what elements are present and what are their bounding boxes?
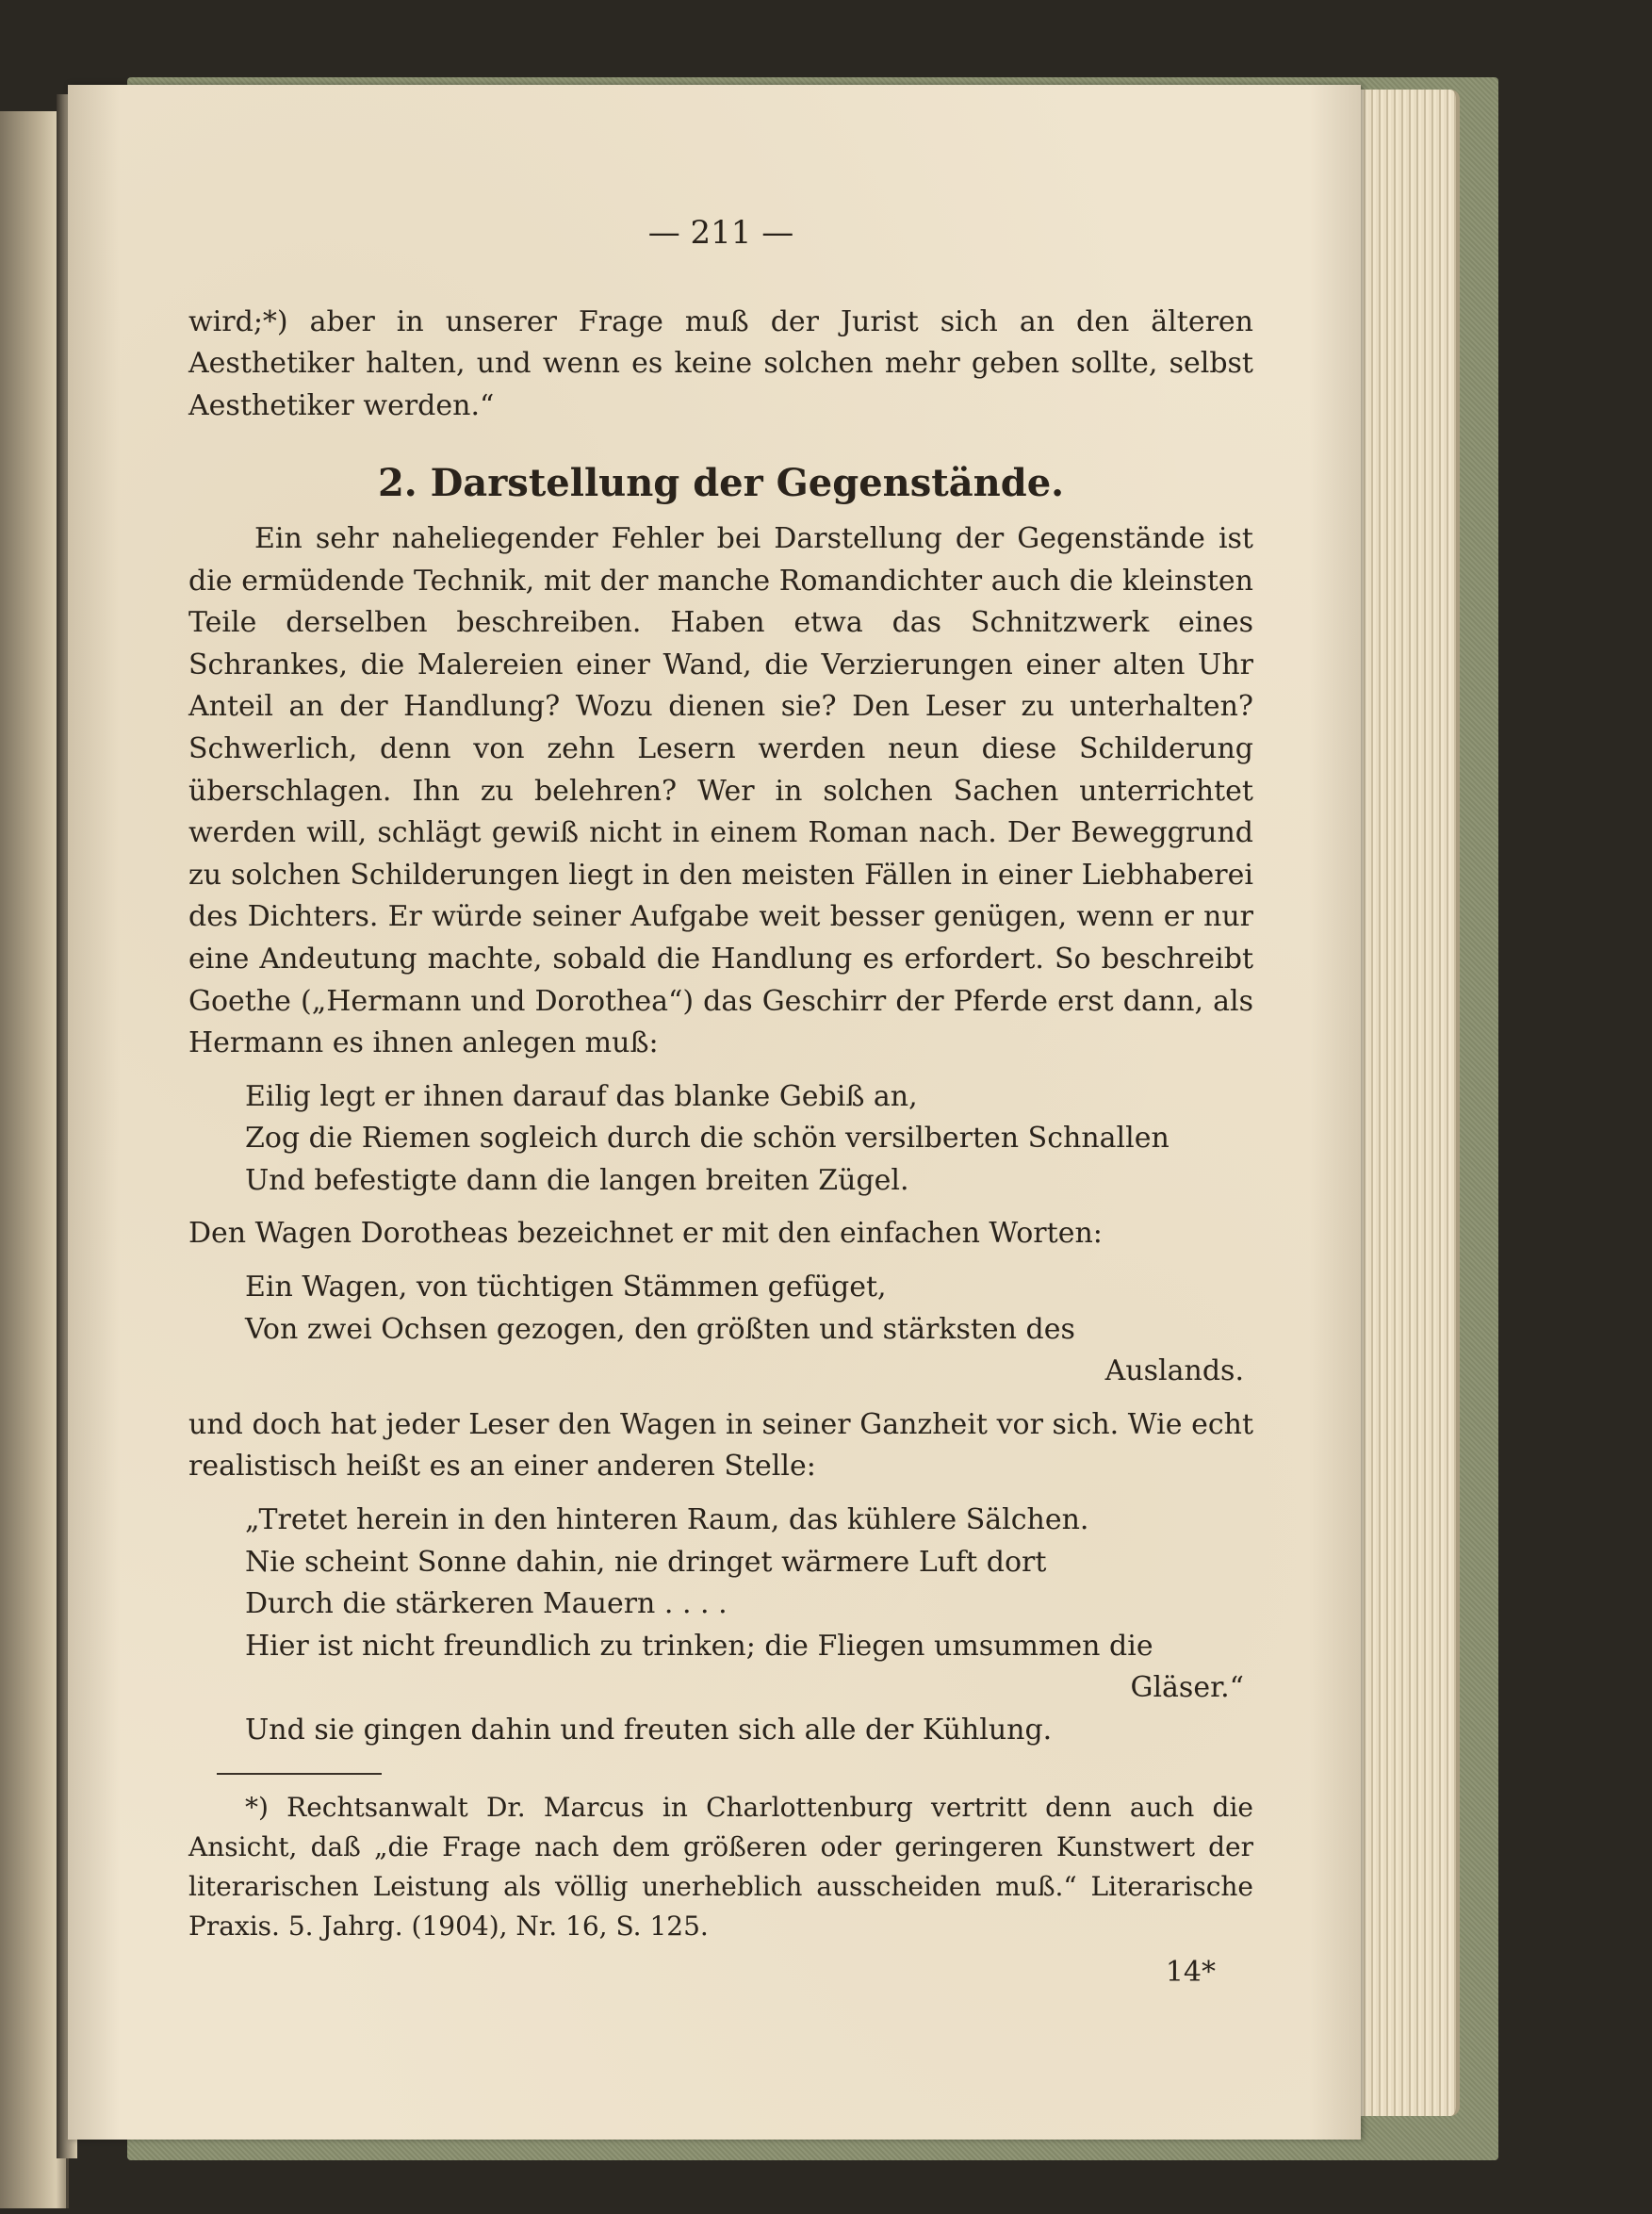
page-number: — 211 — [647, 214, 794, 252]
page-content [188, 212, 1253, 1993]
verse-line: „Tretet herein in den hinteren Raum, das kühlere Sälchen. [245, 1503, 1089, 1537]
verse-line: Durch die stärkeren Mauern . . . . [245, 1587, 728, 1621]
verse-line: Hier ist nicht freundlich zu trinken; die Fliegen umsummen die [245, 1629, 1153, 1663]
paragraph-1: Ein sehr naheliegender Fehler bei Darstellung der Gegenstände ist die ermüdende Technik, mit der manche Romandichter auch die kleinsten Teile derselben beschreiben. Haben etwa das Schnitzwerk eines Schrankes, die Malereien einer Wand, die Verzierungen einer alten Uhr Anteil an der Handlung? Wozu dienen sie? Den Leser zu unterhalten? Schwerlich, denn von zehn Lesern werden neun diese Schilderung überschlagen. Ihn zu belehren? Wer in solchen Sachen unterrichtet werden will, schlägt gewiß nicht in einem Roman nach. Der Beweggrund zu solchen Schilderungen liegt in den meisten Fällen in einer Liebhaberei des Dichters. Er würde seiner Aufgabe weit besser genügen, wenn er nur eine Andeutung machte, sobald die Handlung es erfordert. So beschreibt Goethe („Hermann und Dorothea“) das Geschirr der Pferde erst dann, als Hermann es ihnen anlegen muß: [188, 521, 1253, 1060]
verse-line: Auslands. [1104, 1354, 1244, 1388]
verse-line: Zog die Riemen sogleich durch die schön versilberten Schnallen [245, 1122, 1169, 1156]
verse-line: Eilig legt er ihnen darauf das blanke Gebiß an, [245, 1079, 918, 1113]
verse-line: Und befestigte dann die langen breiten Zügel. [245, 1163, 909, 1197]
verse-line: Und sie gingen dahin und freuten sich alle der Kühlung. [245, 1714, 1053, 1747]
paragraph-3: und doch hat jeder Leser den Wagen in seiner Ganzheit vor sich. Wie echt realistisch heißt es an einer anderen Stelle: [188, 1407, 1253, 1484]
paragraph-2: Den Wagen Dorotheas bezeichnet er mit den einfachen Worten: [188, 1217, 1103, 1251]
verse-quote-2 [245, 1267, 1253, 1393]
signature-mark: 14* [1165, 1955, 1216, 1989]
intro-paragraph: wird;*) aber in unserer Frage muß der Jurist sich an den älteren Aesthetiker halten, und wenn es keine solchen mehr geben sollte, selbst Aesthetiker werden.“ [188, 304, 1253, 422]
footnote: *) Rechtsanwalt Dr. Marcus in Charlottenburg vertritt denn auch die Ansicht, daß „die Frage nach dem größeren oder geringeren Kunstwert der literarischen Leistung als völlig unerheblich ausscheiden muß.“ Literarische Praxis. 5. Jahrg. (1904), Nr. 16, S. 125. [188, 1791, 1253, 1942]
verse-line: Ein Wagen, von tüchtigen Stämmen gefüget, [245, 1271, 887, 1304]
section-title: 2. Darstellung der Gegenstände. [377, 461, 1065, 506]
verse-line: Gläser.“ [1130, 1671, 1244, 1705]
verse-quote-1 [245, 1076, 1253, 1203]
verse-quote-3 [245, 1500, 1253, 1752]
book-page [68, 85, 1361, 2140]
verse-line: Von zwei Ochsen gezogen, den größten und stärksten des [245, 1312, 1075, 1346]
verse-line: Nie scheint Sonne dahin, nie dringet wärmere Luft dort [245, 1545, 1047, 1579]
footnote-divider [217, 1773, 382, 1775]
